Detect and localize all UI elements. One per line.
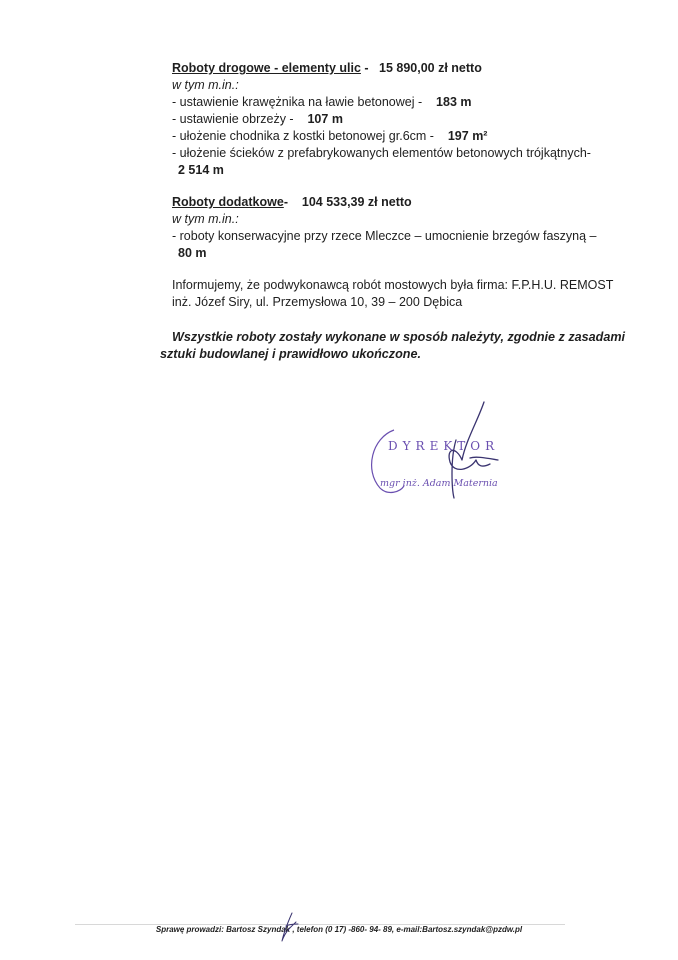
stamp-bottom-text: mgr inż. Adam Maternia <box>380 478 498 489</box>
statement-line-2: sztuki budowlanej i prawidłowo ukończone. <box>160 347 421 361</box>
section2-subtitle: w tym m.in.: <box>172 212 239 226</box>
section2-item-value: 80 m <box>178 246 207 260</box>
section1-title: Roboty drogowe - elementy ulic <box>172 61 361 75</box>
director-stamp <box>366 400 516 500</box>
section1-item <box>172 111 343 127</box>
section1-item-text: - ułożenie chodnika z kostki betonowej gr.6cm - <box>172 129 434 143</box>
section2-heading <box>172 194 412 210</box>
info-line-2: inż. Józef Siry, ul. Przemysłowa 10, 39 – 200 Dębica <box>172 295 463 309</box>
section1-item <box>172 128 487 144</box>
section1-item-value: 183 m <box>436 95 472 109</box>
section1-item <box>172 94 472 110</box>
section2-item: - roboty konserwacyjne przy rzece Mleczce – umocnienie brzegów faszyną – <box>172 229 597 243</box>
section1-amount: 15 890,00 zł netto <box>379 61 482 75</box>
info-line-1: Informujemy, że podwykonawcą robót mostowych była firma: F.P.H.U. REMOST <box>172 278 614 292</box>
section1-subtitle: w tym m.in.: <box>172 78 239 92</box>
section2-amount: 104 533,39 zł netto <box>301 195 412 209</box>
section2-title: Roboty dodatkowe <box>172 195 284 209</box>
section1-heading <box>172 60 482 76</box>
section1-dash: - <box>364 61 369 75</box>
section1-item-text: - ustawienie obrzeży - <box>172 112 294 126</box>
statement-line-1: Wszystkie roboty zostały wykonane w sposób należyty, zgodnie z zasadami <box>172 330 626 344</box>
section1-item <box>172 145 591 161</box>
section2-dash: - <box>283 195 288 209</box>
section1-item-value: 197 m² <box>447 129 488 143</box>
footer-signature-icon <box>278 912 300 942</box>
section1-item-text: - ustawienie krawężnika na ławie betonowej - <box>172 95 423 109</box>
section1-item-value: 107 m <box>307 112 343 126</box>
stamp-top-text: DYREKTOR <box>388 439 500 453</box>
section1-item-text: - ułożenie ścieków z prefabrykowanych elementów betonowych trójkątnych- <box>172 146 591 160</box>
footer-contact: Sprawę prowadzi: Bartosz Szyndak , telefon (0 17) -860- 94- 89, e-mail:Bartosz.szyndak@pzdw.pl <box>155 925 523 934</box>
section1-last-value: 2 514 m <box>178 163 224 177</box>
